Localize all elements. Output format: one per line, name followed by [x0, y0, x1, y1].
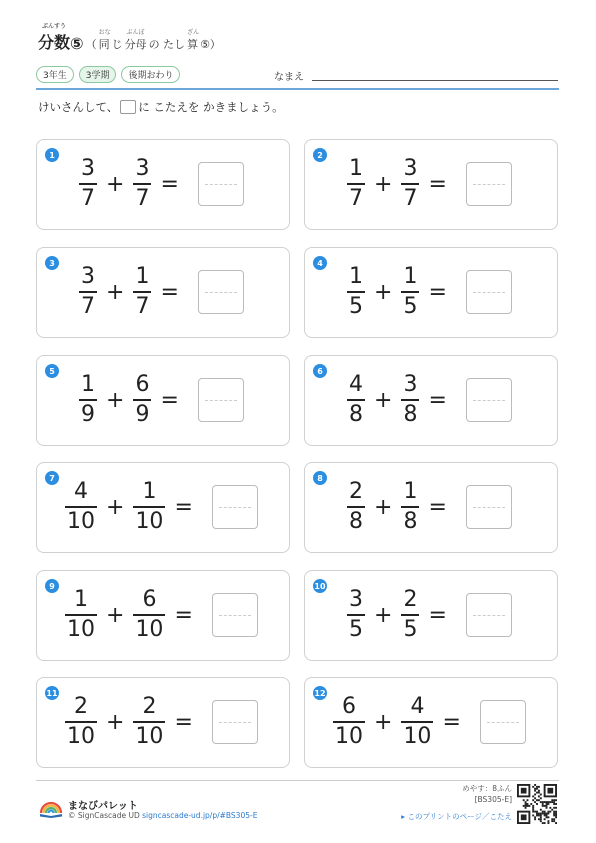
subtitle-part: [149, 36, 186, 53]
rainbow-book-logo-icon: [38, 796, 64, 818]
denominator: 8: [349, 509, 363, 534]
equals-sign: =: [428, 387, 447, 413]
equation: [333, 696, 526, 748]
denominator: 7: [81, 186, 95, 211]
denominator: 5: [349, 617, 363, 642]
plus-sign: +: [374, 279, 393, 305]
answer-box[interactable]: [466, 162, 512, 206]
problem-number-badge: 6: [313, 364, 327, 378]
answer-guide-line: [473, 507, 505, 508]
numerator: 1: [403, 479, 418, 504]
subtitle-text: 分母: [124, 38, 147, 51]
equals-sign: =: [160, 279, 179, 305]
plus-sign: +: [374, 387, 393, 413]
problem-card: [36, 570, 290, 661]
answer-box[interactable]: [198, 378, 244, 422]
problem-number-badge: 5: [45, 364, 59, 378]
problem-number-badge: 7: [45, 471, 59, 485]
denominator: 9: [135, 402, 150, 427]
name-line[interactable]: [312, 80, 558, 81]
plus-sign: +: [374, 709, 393, 735]
tag-badge: 3年生: [36, 66, 74, 83]
instruction-before: けいさんして、: [38, 100, 119, 114]
equation: [347, 589, 512, 641]
fraction-right: [401, 481, 419, 533]
numerator: 4: [410, 694, 425, 719]
equals-sign: =: [428, 602, 447, 628]
equals-sign: =: [160, 171, 179, 197]
denominator: 8: [403, 509, 418, 534]
title-text: ⑤: [70, 34, 84, 53]
copyright: [68, 811, 257, 820]
answer-guide-line: [473, 615, 505, 616]
numerator: 3: [403, 372, 418, 397]
answer-guide-line: [487, 722, 519, 723]
equation: [79, 158, 244, 210]
tag-list: [36, 66, 180, 83]
denominator: 8: [349, 402, 363, 427]
answer-box-icon: [120, 100, 136, 114]
numerator: 1: [81, 372, 95, 397]
subtitle-part: [187, 29, 200, 53]
problem-number-badge: 4: [313, 256, 327, 270]
plus-sign: +: [374, 602, 393, 628]
numerator: 1: [142, 479, 157, 504]
denominator: 10: [135, 509, 164, 534]
problem-card: [36, 355, 290, 446]
denominator: 10: [403, 724, 432, 749]
denominator: 10: [67, 509, 95, 534]
fraction-left: [347, 374, 365, 426]
denominator: 5: [403, 294, 418, 319]
qr-code-icon[interactable]: [517, 784, 557, 824]
fraction-left: [65, 481, 97, 533]
equation: [65, 481, 258, 533]
plus-sign: +: [106, 279, 125, 305]
equation: [79, 266, 244, 318]
denominator: 7: [349, 186, 363, 211]
footer-divider: [36, 780, 559, 781]
fraction-right: [133, 696, 165, 748]
numerator: 6: [142, 587, 157, 612]
answer-box[interactable]: [466, 593, 512, 637]
answer-box[interactable]: [212, 485, 258, 529]
equals-sign: =: [174, 602, 193, 628]
answer-box[interactable]: [466, 485, 512, 529]
fraction-left: [79, 266, 97, 318]
answer-guide-line: [473, 292, 505, 293]
equals-sign: =: [160, 387, 179, 413]
fraction-left: [347, 158, 365, 210]
denominator: 10: [135, 724, 164, 749]
denominator: 7: [403, 186, 418, 211]
answer-guide-line: [219, 615, 251, 616]
numerator: 1: [403, 264, 418, 289]
problem-card: [304, 570, 558, 661]
equation: [347, 158, 512, 210]
page-url-link[interactable]: signcascade-ud.jp/p/#BS305-E: [142, 811, 258, 820]
answer-box[interactable]: [212, 700, 258, 744]
answer-box[interactable]: [480, 700, 526, 744]
answer-box[interactable]: [198, 270, 244, 314]
subtitle-text: 同: [98, 38, 110, 51]
denominator: 10: [335, 724, 363, 749]
numerator: 6: [342, 694, 356, 719]
plus-sign: +: [374, 494, 393, 520]
sheet-code: [BS305-E]: [474, 795, 512, 804]
numerator: 2: [74, 694, 88, 719]
instruction-after: に こたえを かきましょう。: [138, 100, 284, 114]
equation: [65, 589, 258, 641]
equation: [347, 266, 512, 318]
subtitle-ruby: おな: [98, 29, 111, 36]
brand-name: まなびパレット: [68, 801, 138, 812]
answer-guide-line: [219, 722, 251, 723]
subtitle-ruby: ざん: [187, 29, 200, 36]
plus-sign: +: [106, 602, 125, 628]
denominator: 9: [81, 402, 95, 427]
equals-sign: =: [174, 709, 193, 735]
answer-guide-line: [473, 400, 505, 401]
numerator: 3: [135, 156, 150, 181]
denominator: 10: [135, 617, 164, 642]
problem-number-badge: 10: [313, 579, 327, 593]
title-part: [38, 23, 71, 53]
subtitle-part: [86, 36, 97, 53]
fraction-left: [65, 589, 97, 641]
subtitle-ruby: ぶんぼ: [126, 29, 145, 36]
fraction-left: [79, 158, 97, 210]
subtitle-text: の たし: [148, 38, 186, 51]
instruction: [38, 99, 284, 115]
denominator: 7: [135, 294, 150, 319]
subtitle-part: [124, 29, 147, 53]
fraction-right: [401, 374, 419, 426]
denominator: 7: [135, 186, 150, 211]
subtitle-text: ⑤）: [200, 38, 221, 51]
subtitle-text: じ: [111, 38, 123, 51]
fraction-right: [133, 374, 151, 426]
equation: [79, 374, 244, 426]
problem-number-badge: 3: [45, 256, 59, 270]
copyright-text: © SignCascade UD: [68, 811, 140, 820]
subtitle-part: [200, 36, 221, 53]
answer-box[interactable]: [466, 378, 512, 422]
fraction-left: [347, 589, 365, 641]
name-label: なまえ: [274, 72, 304, 83]
problem-card: [36, 247, 290, 338]
fraction-right: [401, 158, 419, 210]
denominator: 8: [403, 402, 418, 427]
problem-card: [304, 677, 558, 768]
numerator: 3: [403, 156, 418, 181]
numerator: 2: [403, 587, 418, 612]
problem-card: [36, 462, 290, 553]
denominator: 7: [81, 294, 95, 319]
answer-guide-line: [473, 184, 505, 185]
denominator: 10: [67, 617, 95, 642]
subtitle-part: [112, 36, 123, 53]
numerator: 6: [135, 372, 150, 397]
plus-sign: +: [106, 171, 125, 197]
numerator: 1: [135, 264, 150, 289]
equals-sign: =: [428, 171, 447, 197]
plus-sign: +: [106, 387, 125, 413]
subtitle-text: 算: [187, 38, 199, 51]
numerator: 2: [349, 479, 363, 504]
equation: [347, 481, 512, 533]
equation: [347, 374, 512, 426]
equation: [65, 696, 258, 748]
answer-box[interactable]: [198, 162, 244, 206]
subtitle-text: （: [85, 38, 97, 51]
numerator: 3: [349, 587, 363, 612]
plus-sign: +: [106, 494, 125, 520]
problem-card: [304, 139, 558, 230]
subtitle-part: [98, 29, 111, 53]
equals-sign: =: [442, 709, 461, 735]
fraction-right: [133, 589, 165, 641]
tag-badge: 3学期: [79, 66, 117, 83]
problem-number-badge: 9: [45, 579, 59, 593]
answer-box[interactable]: [212, 593, 258, 637]
answer-guide-line: [205, 184, 237, 185]
plus-sign: +: [106, 709, 125, 735]
equals-sign: =: [174, 494, 193, 520]
problem-number-badge: 2: [313, 148, 327, 162]
numerator: 4: [74, 479, 88, 504]
numerator: 3: [81, 156, 95, 181]
plus-sign: +: [374, 171, 393, 197]
fraction-right: [401, 589, 419, 641]
time-estimate: めやす：8ふん: [462, 784, 512, 793]
numerator: 1: [349, 156, 363, 181]
fraction-left: [333, 696, 365, 748]
fraction-left: [65, 696, 97, 748]
answer-box[interactable]: [466, 270, 512, 314]
title-part: [70, 34, 84, 53]
title-text: 分数: [38, 33, 71, 52]
problem-number-badge: 11: [45, 686, 59, 700]
tag-badge: 後期おわり: [121, 66, 180, 83]
problem-number-badge: 8: [313, 471, 327, 485]
problem-card: [36, 677, 290, 768]
answer-page-link[interactable]: ▸ このプリントのページ／こたえ: [401, 812, 512, 821]
fraction-right: [133, 266, 151, 318]
problem-card: [304, 462, 558, 553]
denominator: 5: [349, 294, 363, 319]
fraction-right: [401, 266, 419, 318]
numerator: 4: [349, 372, 363, 397]
numerator: 3: [81, 264, 95, 289]
denominator: 10: [67, 724, 95, 749]
problem-card: [304, 247, 558, 338]
numerator: 2: [142, 694, 157, 719]
fraction-right: [133, 481, 165, 533]
answer-guide-line: [205, 292, 237, 293]
problem-card: [36, 139, 290, 230]
header-divider: [36, 88, 559, 90]
denominator: 5: [403, 617, 418, 642]
fraction-left: [347, 481, 365, 533]
equals-sign: =: [428, 494, 447, 520]
numerator: 1: [74, 587, 88, 612]
fraction-left: [79, 374, 97, 426]
worksheet-title: [38, 23, 221, 53]
title-ruby: ぶんすう: [42, 23, 67, 30]
problem-card: [304, 355, 558, 446]
fraction-right: [401, 696, 433, 748]
fraction-left: [347, 266, 365, 318]
answer-guide-line: [205, 400, 237, 401]
numerator: 1: [349, 264, 363, 289]
answer-guide-line: [219, 507, 251, 508]
fraction-right: [133, 158, 151, 210]
equals-sign: =: [428, 279, 447, 305]
problem-number-badge: 12: [313, 686, 327, 700]
problem-number-badge: 1: [45, 148, 59, 162]
